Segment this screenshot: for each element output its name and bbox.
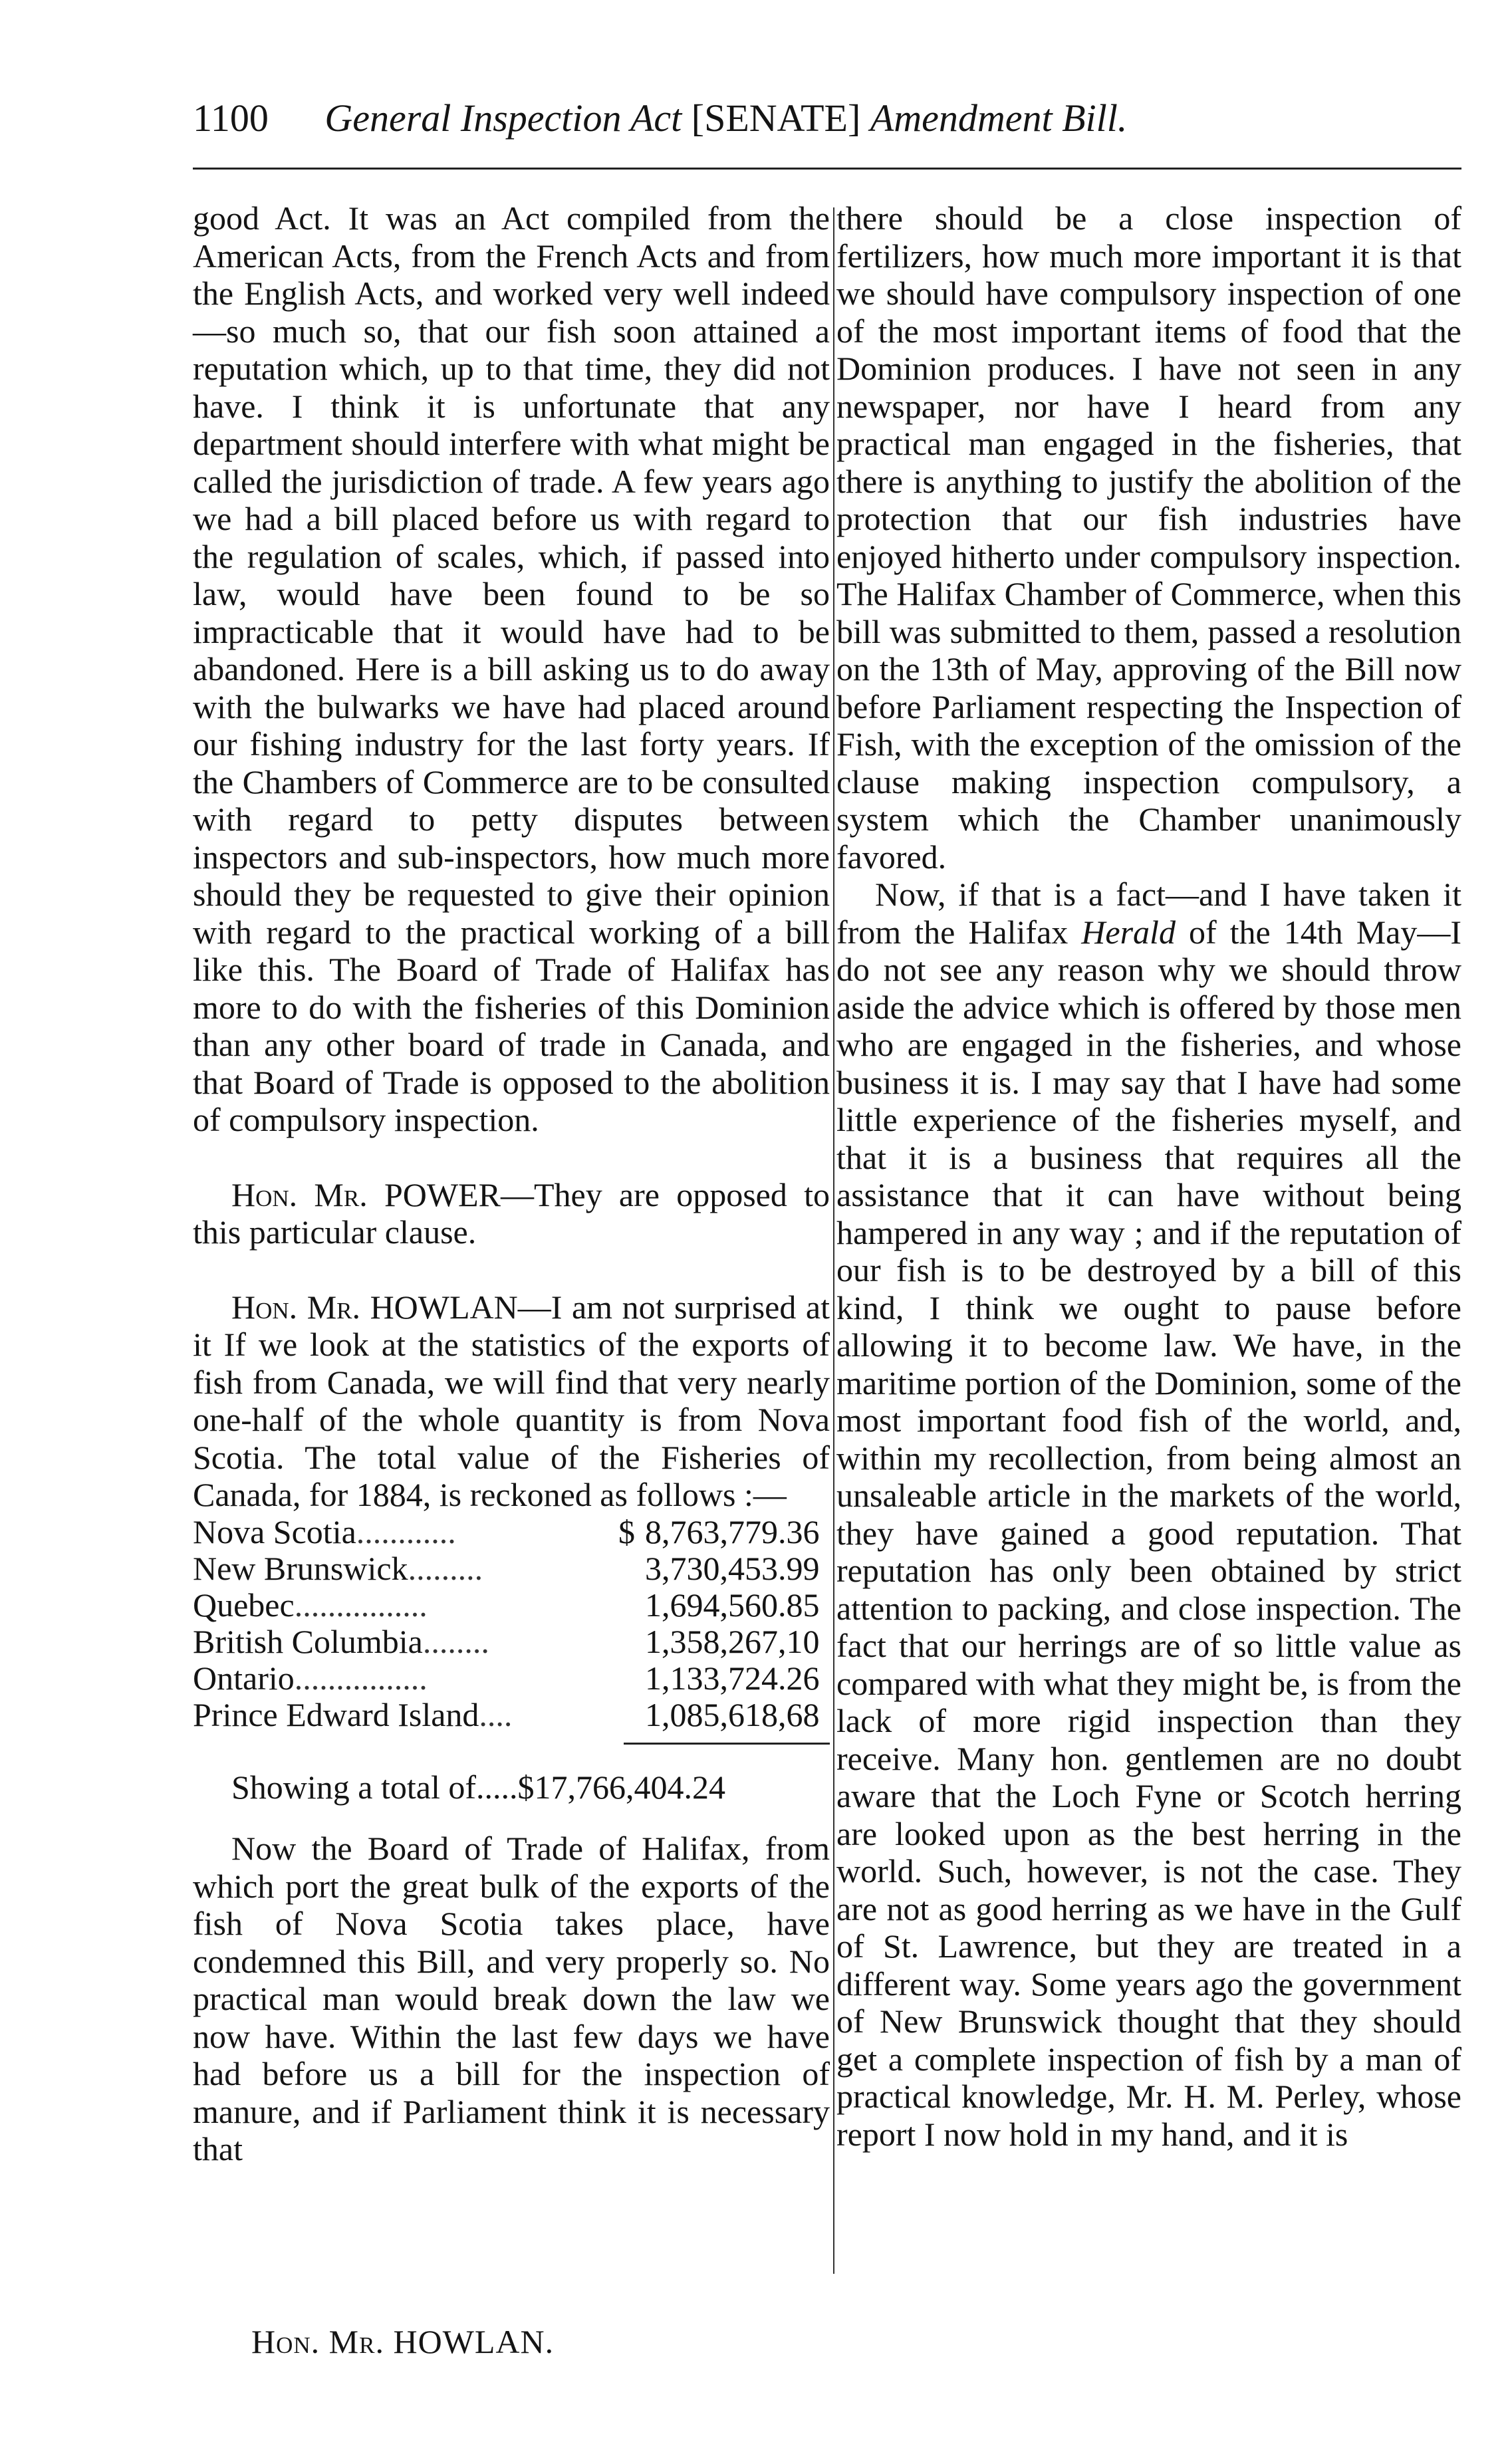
- currency-symbol: [618, 1697, 645, 1733]
- right-column: [836, 199, 1461, 2153]
- total-line: [193, 1769, 830, 1806]
- amount: 3,730,453.99: [645, 1549, 820, 1587]
- currency-symbol: [618, 1550, 645, 1587]
- leader-dots: .........: [408, 1550, 483, 1587]
- table-row: [193, 1697, 830, 1733]
- header-title-act: General Inspection Act: [324, 96, 682, 140]
- amount: 1,085,618,68: [645, 1695, 820, 1733]
- province-name: New Brunswick: [193, 1550, 408, 1587]
- speaker-name: Hon. Mr. HOWLAN: [231, 1288, 518, 1326]
- leader-dots: .....: [476, 1768, 518, 1806]
- left-column: [193, 199, 830, 2168]
- province-name: Quebec: [193, 1586, 295, 1624]
- currency-symbol: [618, 1587, 645, 1624]
- total-value: $17,766,404.24: [517, 1768, 726, 1806]
- column-divider: [833, 207, 834, 2274]
- speech-text: —I am not surprised at it If we look at the statistics of the exports of fish from Canada, we will find that very nearly one-half of the whole quantity is from Nova Scotia. The total value of the Fisheries of Canada, for 1884, is reckoned as follows :—: [193, 1288, 830, 1513]
- speech-paragraph: [193, 1176, 830, 1251]
- province-name: Nova Scotia: [193, 1513, 356, 1550]
- newspaper-name: Herald: [1081, 913, 1176, 951]
- speaker-name: Hon. Mr. POWER: [231, 1175, 501, 1213]
- page-number: 1100: [193, 96, 269, 140]
- amount: 1,358,267,10: [645, 1622, 820, 1660]
- currency-symbol: [618, 1624, 645, 1660]
- leader-dots: ................: [294, 1586, 428, 1624]
- page-footer-speaker: Hon. Mr. HOWLAN.: [251, 2323, 555, 2360]
- paragraph: [836, 876, 1461, 2153]
- paragraph: Now the Board of Trade of Halifax, from which port the great bulk of the exports of the fish of Nova Scotia takes place, have condemned this Bill, and very properly so. No practical man would break down the law we now have. Within the last few days we have had before us a bill for the inspection of manure, and if Parliament think it is necessary that: [193, 1830, 830, 2167]
- speech-text: —They are opposed to this particular clause.: [193, 1175, 830, 1251]
- province-name: Prince Edward Island: [193, 1696, 479, 1733]
- header-chamber: [SENATE]: [691, 96, 861, 140]
- amount: 8,763,779.36: [645, 1513, 820, 1550]
- province-name: Ontario: [193, 1659, 295, 1697]
- amount: 1,694,560.85: [645, 1586, 820, 1624]
- page-header: [193, 92, 1456, 145]
- currency-symbol: $: [618, 1513, 635, 1550]
- leader-dots: ............: [356, 1513, 456, 1550]
- speech-paragraph: [193, 1288, 830, 1514]
- text-run: Now, if that is a fact—and I have taken it from the Halifax: [836, 876, 1461, 951]
- header-title-bill: Amendment Bill.: [870, 96, 1128, 140]
- paragraph: good Act. It was an Act compiled from the American Acts, from the French Acts and from the English Acts, and worked very well indeed—so much so, that our fish soon attained a reputation which, up to that time, they did not have. I think it is unfortunate that any department should interfere with what might be called the jurisdiction of trade. A few years ago we had a bill placed before us with regard to the regulation of scales, which, if passed into law, would have been found to be so impracticable that it would have had to be abandoned. Here is a bill asking us to do away with the bulwarks we have had placed around our fishing industry for the last forty years. If the Chambers of Commerce are to be consulted with regard to petty disputes between inspectors and sub-inspectors, how much more should they be requested to give their opinion with regard to the practical working of a bill like this. The Board of Trade of Halifax has more to do with the fisheries of this Dominion than any other board of trade in Canada, and that Board of Trade is opposed to the abolition of compulsory inspection.: [193, 199, 830, 1138]
- total-label: Showing a total of: [231, 1768, 477, 1806]
- table-row: [193, 1587, 830, 1624]
- table-row: [193, 1660, 830, 1697]
- leader-dots: ................: [294, 1659, 428, 1697]
- table-row: [193, 1624, 830, 1660]
- fisheries-value-table: [193, 1514, 830, 1733]
- currency-symbol: [618, 1660, 645, 1697]
- sum-rule: [624, 1743, 830, 1745]
- amount: 1,133,724.26: [645, 1659, 820, 1697]
- header-rule: [193, 168, 1461, 170]
- province-name: British Columbia: [193, 1623, 423, 1660]
- table-row: [193, 1550, 830, 1587]
- text-run: of the 14th May—I do not see any reason why we should throw aside the advice which is offered by those men who are engaged in the fisheries, and whose business it is. I may say that I have had some little experience of the fisheries myself, and that it is a business that requires all the assistance that it can have without being hampered in any way ; and if the reputation of our fish is to be destroyed by a bill of this kind, I think we ought to pause before allowing it to become law. We have, in the maritime portion of the Dominion, some of the most important food fish of the world, and, within my recollection, from being almost an unsaleable article in the markets of the world, they have gained a good reputation. That reputation has only been obtained by strict attention to packing, and close inspection. The fact that our herrings are of so little value as compared with what they might be, is from the lack of more rigid inspection than they receive. Many hon. gentlemen are no doubt aware that the Loch Fyne or Scotch herring are looked upon as the best herring in the world. Such, however, is not the case. They are not as good herring as we have in the Gulf of St. Lawrence, but they are treated in a different way. Some years ago the government of New Brunswick thought that they should get a complete inspection of fish by a man of practical knowledge, Mr. H. M. Perley, whose report I now hold in my hand, and it is: [836, 913, 1461, 2153]
- leader-dots: ....: [479, 1696, 513, 1733]
- leader-dots: ........: [422, 1623, 489, 1660]
- paragraph: there should be a close inspection of fertilizers, how much more important it is that we should have compulsory inspection of one of the most important items of food that the Dominion produces. I have not seen in any newspaper, nor have I heard from any practical man engaged in the fisheries, that there is anything to justify the abolition of the protection that our fish industries have enjoyed hitherto under compulsory inspection. The Halifax Chamber of Commerce, when this bill was submitted to them, passed a resolution on the 13th of May, approving of the Bill now before Parliament respecting the Inspection of Fish, with the exception of the omission of the clause making inspection compulsory, a system which the Chamber unanimously favored.: [836, 199, 1461, 876]
- table-row: [193, 1514, 830, 1550]
